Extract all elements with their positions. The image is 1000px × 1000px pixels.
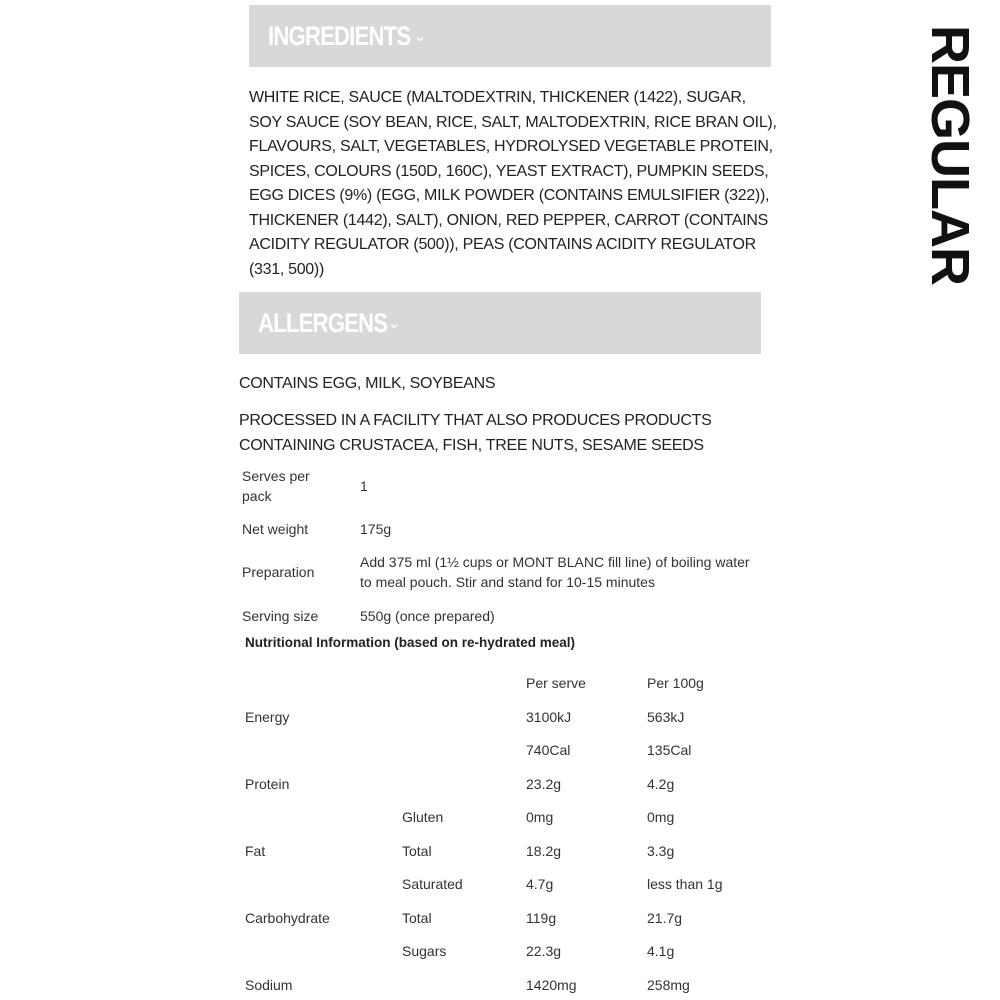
- nutrition-cell: 3100kJ: [526, 708, 572, 725]
- ingredients-text: [249, 86, 777, 282]
- nutrition-cell: Total: [402, 842, 432, 859]
- processed-line: PROCESSED IN A FACILITY THAT ALSO PRODUCES PRODUCTS: [239, 412, 712, 429]
- nutrition-cell: Fat: [245, 842, 266, 859]
- nutrition-cell: 563kJ: [647, 708, 685, 725]
- nutrition-cell: Gluten: [402, 809, 444, 825]
- nutrition-cell: 4.7g: [526, 876, 554, 892]
- nutrition-title: Nutritional Information (based on re-hydrated meal): [245, 635, 576, 650]
- preparation-label: Preparation: [242, 564, 315, 580]
- net-weight-value: 175g: [360, 521, 392, 537]
- ingredients-line: FLAVOURS, SALT, VEGETABLES, HYDROLYSED VEGETABLE PROTEIN,: [249, 138, 773, 155]
- ingredients-line: SOY SAUCE (SOY BEAN, RICE, SALT, MALTODEXTRIN, RICE BRAN OIL),: [249, 113, 777, 131]
- nutrition-cell: 258mg: [647, 976, 690, 993]
- variant-label: [920, 25, 980, 285]
- nutrition-cell: Protein: [245, 775, 290, 792]
- nutrition-cell: 135Cal: [647, 742, 692, 758]
- nutrition-cell: 18.2g: [526, 842, 562, 859]
- nutrition-cell: Per 100g: [647, 675, 704, 691]
- nutrition-cell: Sodium: [245, 976, 293, 993]
- serves-value: 1: [360, 478, 368, 494]
- allergens-contains: CONTAINS EGG, MILK, SOYBEANS: [239, 375, 496, 392]
- ingredients-title: INGREDIENTS: [268, 20, 411, 51]
- preparation-value: Add 375 ml (1½ cups or MONT BLANC fill line) of boiling water to meal pouch. Stir and stand for 10-15 minutes: [360, 554, 750, 590]
- chevron-down-icon: ⌄: [387, 315, 401, 332]
- nutrition-cell: 1420mg: [526, 976, 577, 993]
- nutrition-cell: less than 1g: [647, 876, 723, 892]
- nutrition-cell: 22.3g: [526, 943, 562, 959]
- net-weight-label: Net weight: [242, 521, 309, 537]
- nutrition-cell: 3.3g: [647, 842, 675, 859]
- nutrition-cell: 0mg: [647, 809, 675, 825]
- processed-line: CONTAINING CRUSTACEA, FISH, TREE NUTS, SESAME SEEDS: [239, 436, 704, 454]
- nutrition-cell: 4.1g: [647, 943, 675, 959]
- nutrition-cell: Total: [402, 909, 432, 926]
- serving-size-label: Serving size: [242, 608, 319, 624]
- nutrition-cell: 119g: [526, 909, 557, 926]
- allergens-processed: [239, 409, 712, 458]
- nutrition-cell: Sugars: [402, 943, 447, 959]
- serving-size-value: 550g (once prepared): [360, 608, 495, 624]
- ingredients-line: THICKENER (1442), SALT), ONION, RED PEPPER, CARROT (CONTAINS: [249, 211, 768, 229]
- nutrition-cell: Carbohydrate: [245, 909, 330, 926]
- allergens-title: ALLERGENS: [258, 307, 388, 338]
- variant-label-text: REGULAR: [920, 25, 980, 285]
- ingredients-line: WHITE RICE, SAUCE (MALTODEXTRIN, THICKENER (1422), SUGAR,: [249, 89, 746, 106]
- nutrition-cell: 23.2g: [526, 775, 562, 792]
- nutrition-cell: Energy: [245, 708, 290, 725]
- nutrition-cell: 0mg: [526, 809, 554, 825]
- allergens-accordion-header[interactable]: [239, 292, 761, 354]
- ingredients-line: (331, 500)): [249, 260, 324, 278]
- ingredients-line: ACIDITY REGULATOR (500)), PEAS (CONTAINS ACIDITY REGULATOR: [249, 236, 756, 253]
- nutrition-cell: 740Cal: [526, 742, 571, 758]
- ingredients-line: SPICES, COLOURS (150D, 160C), YEAST EXTRACT), PUMPKIN SEEDS,: [249, 162, 769, 180]
- serves-label: Serves per pack: [242, 468, 310, 504]
- chevron-down-icon: ⌄: [413, 28, 427, 45]
- nutrition-cell: 21.7g: [647, 909, 683, 926]
- ingredients-line: EGG DICES (9%) (EGG, MILK POWDER (CONTAINS EMULSIFIER (322)),: [249, 187, 770, 204]
- nutrition-cell: 4.2g: [647, 775, 675, 792]
- ingredients-accordion-header[interactable]: [249, 5, 771, 67]
- nutrition-cell: Saturated: [402, 876, 463, 892]
- nutrition-cell: Per serve: [526, 675, 586, 691]
